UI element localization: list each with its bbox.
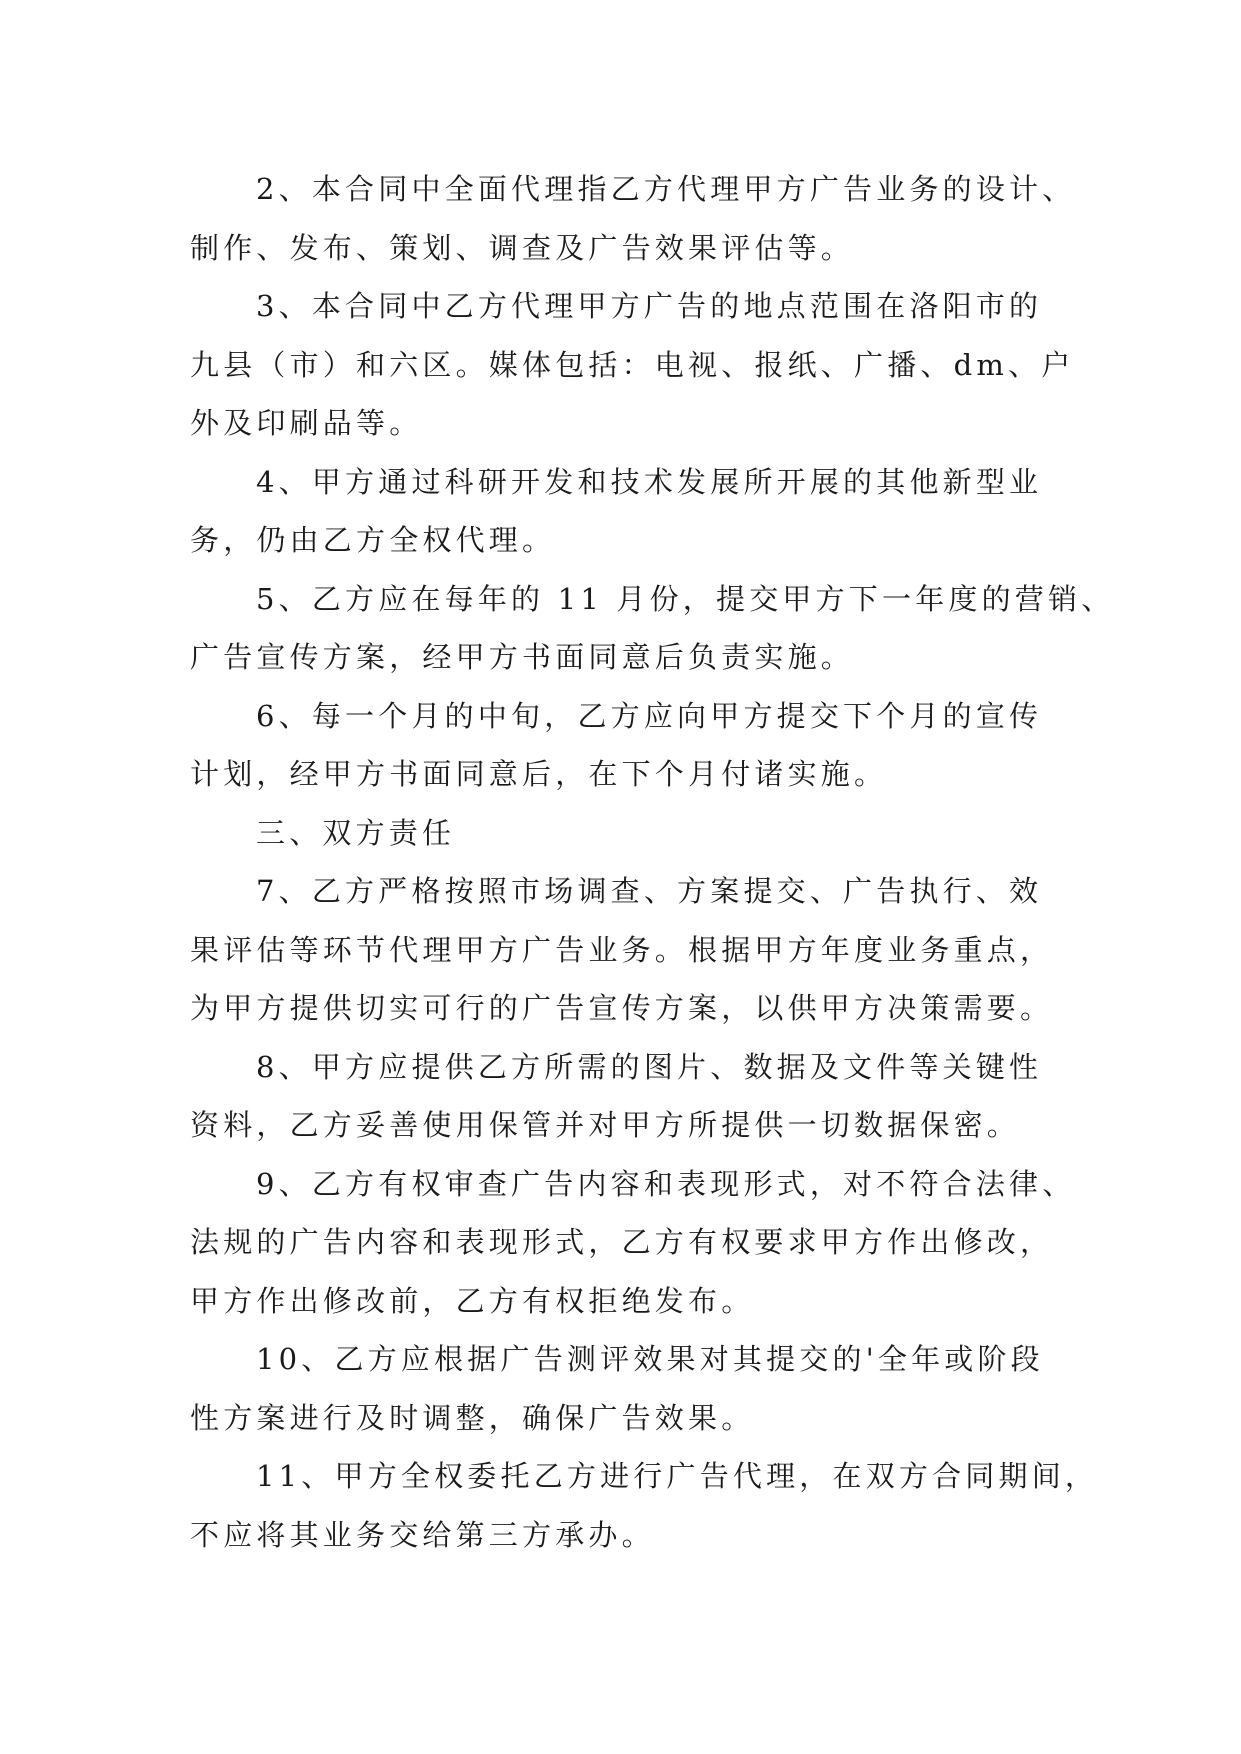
text-line: 4、甲方通过科研开发和技术发展所开展的其他新型业 [256, 464, 1043, 499]
text-line: 3、本合同中乙方代理甲方广告的地点范围在洛阳市的 [256, 289, 1043, 323]
text-line: 计划，经甲方书面同意后，在下个月付诸实施。 [190, 757, 888, 791]
text-line: 制作、发布、策划、调查及广告效果评估等。 [190, 230, 855, 265]
text-line: 外及印刷品等。 [190, 406, 423, 440]
paragraph-11 [190, 1447, 1099, 1564]
text-line: 资料，乙方妥善使用保管并对甲方所提供一切数据保密。 [190, 1108, 1021, 1142]
text-line: 法规的广告内容和表现形式，乙方有权要求甲方作出修改， [190, 1225, 1054, 1259]
paragraph-4 [190, 453, 1080, 570]
text-line: 广告宣传方案，经甲方书面同意后负责实施。 [190, 640, 855, 674]
text-line: 2、本合同中全面代理指乙方代理甲方广告业务的设计、 [256, 172, 1076, 206]
paragraph-9 [190, 1155, 1080, 1331]
text-line: 为甲方提供切实可行的广告宣传方案，以供甲方决策需要。 [190, 991, 1054, 1025]
text-line: 10、乙方应根据广告测评效果对其提交的'全年或阶段 [256, 1342, 1044, 1376]
text-line: 果评估等环节代理甲方广告业务。根据甲方年度业务重点， [190, 932, 1054, 967]
text-line: 九县（市）和六区。媒体包括：电视、报纸、广播、dm、户 [190, 347, 1075, 382]
document-body [190, 160, 1115, 1564]
text-line: 不应将其业务交给第三方承办。 [190, 1517, 655, 1552]
paragraph-7 [190, 862, 1080, 1038]
section-heading-responsibilities [190, 804, 1080, 863]
text-line: 9、乙方有权审查广告内容和表现形式，对不符合法律、 [256, 1166, 1076, 1201]
text-line: 5、乙方应在每年的 11 月份，提交甲方下一年度的营销、 [256, 581, 1115, 616]
paragraph-8 [190, 1038, 1080, 1155]
paragraph-5 [190, 570, 1115, 687]
paragraph-3 [190, 277, 1080, 453]
text-line: 甲方作出修改前，乙方有权拒绝发布。 [190, 1283, 755, 1318]
text-line: 8、甲方应提供乙方所需的图片、数据及文件等关键性 [256, 1049, 1043, 1084]
text-line: 11、甲方全权委托乙方进行广告代理，在双方合同期间， [256, 1459, 1099, 1493]
text-line: 性方案进行及时调整，确保广告效果。 [190, 1400, 755, 1435]
paragraph-2 [190, 160, 1080, 277]
paragraph-10 [190, 1330, 1080, 1447]
text-line: 务，仍由乙方全权代理。 [190, 523, 556, 557]
text-line: 6、每一个月的中旬，乙方应向甲方提交下个月的宣传 [256, 698, 1043, 733]
text-line: 7、乙方严格按照市场调查、方案提交、广告执行、效 [256, 874, 1043, 908]
section-heading: 三、双方责任 [256, 815, 456, 850]
paragraph-6 [190, 687, 1080, 804]
